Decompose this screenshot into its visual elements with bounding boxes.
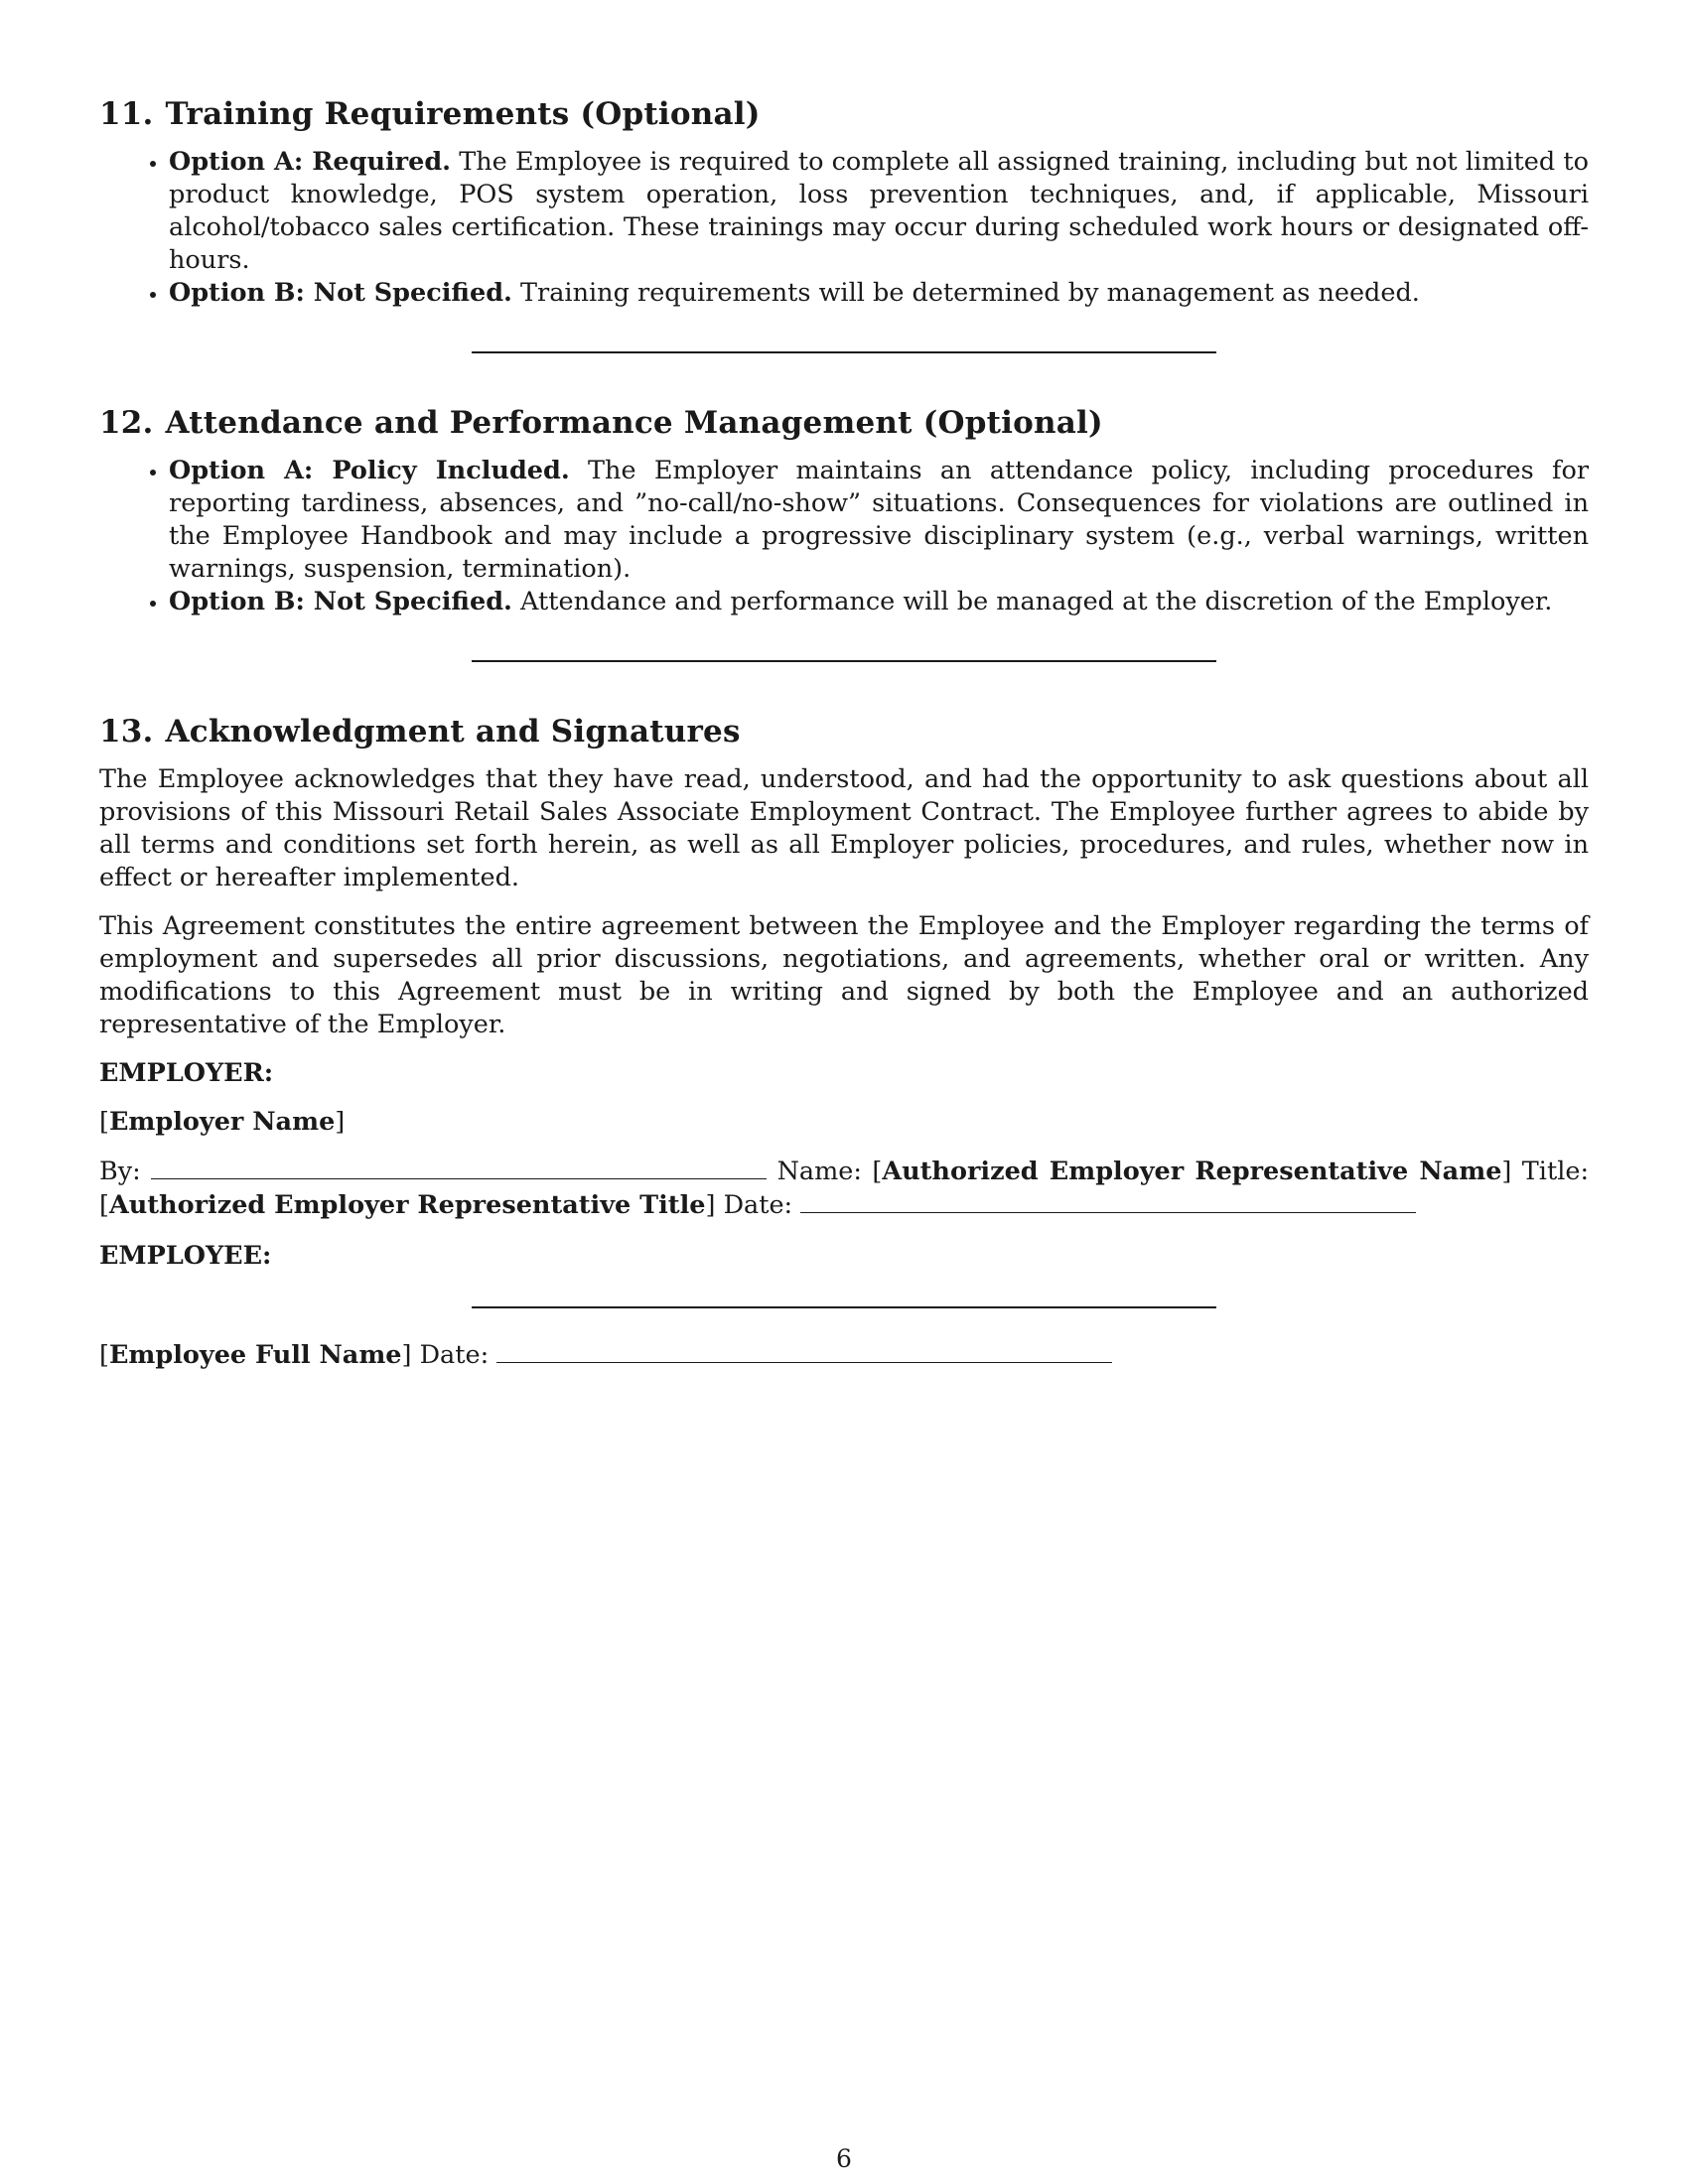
acknowledgment-paragraph: The Employee acknowledges that they have read, understood, and had the opportunity to ask questions about all provisions of this Missouri Retail Sales Associate Employment Contract. The Employee further agrees to abide by all terms and conditions set forth herein, as well as all Employer policies, procedures, and rules, whether now in effect or hereafter implemented. [99,764,1589,892]
section-heading [99,403,1589,443]
entire-agreement-paragraph: This Agreement constitutes the entire agreement between the Employee and the Employer regarding the terms of employment and supersedes all prior discussions, negotiations, and agreements, whether oral or written. Any modifications to this Agreement must be in writing and signed by both the Employee and an authorized representative of the Employer. [99,911,1589,1039]
rep-name-placeholder: Authorized Employer Representative Name [882,1157,1502,1186]
section-divider [472,660,1216,662]
section-number: 12. [99,405,154,441]
employer-name-placeholder: Employer Name [108,1107,336,1137]
section-number: 11. [99,96,154,132]
section-title: Acknowledgment and Signatures [165,714,741,750]
section-title: Attendance and Performance Management (Optional) [165,405,1103,441]
option-text: The Employee is required to complete all assigned training, including but not limited to product knowledge, POS system operation, loss prevention techniques, and, if applicable, Missouri alcohol/tobacco sales certification. These trainings may occur during scheduled work hours or designated off-hours. [169,147,1589,275]
rep-title-placeholder: Authorized Employer Representative Title [108,1190,706,1220]
section-heading [99,712,1589,751]
title-label: Title: [1521,1157,1590,1186]
employer-signature-blank[interactable] [151,1155,767,1179]
option-text: Attendance and performance will be managed at the discretion of the Employer. [520,587,1553,616]
section-11 [99,94,1589,310]
employee-heading: EMPLOYEE: [99,1241,272,1271]
page-number: 6 [836,2144,852,2173]
list-item [169,146,1589,277]
by-label: By: [99,1157,141,1186]
list-item [169,277,1589,310]
section-number: 13. [99,714,154,750]
section-heading [99,94,1589,134]
employee-name-date-line: [Employee Full Name] Date: [99,1338,1589,1372]
employer-heading: EMPLOYER: [99,1058,274,1088]
section-divider [472,351,1216,353]
section-12 [99,403,1589,618]
section-title: Training Requirements (Optional) [165,96,761,132]
list-item [169,455,1589,586]
section-13 [99,712,1589,1372]
option-text: The Employer maintains an attendance policy, including procedures for reporting tardiness, absences, and ”no-call/no-show” situations. Consequences for violations are outlined in the Employee Handbook and may include a progressive disciplinary system (e.g., verbal warnings, written warnings, suspension, termination). [169,456,1590,584]
date-label: Date: [419,1340,490,1370]
option-label: Option B: Not Specified. [169,587,512,616]
option-text: Training requirements will be determined by management as needed. [520,278,1420,308]
employer-name-line: [Employer Name] [99,1107,346,1137]
document-page [99,94,1589,1372]
list-item [169,586,1589,618]
employer-signature-block: By: Name: [Authorized Employer Representative Name] Title: [99,1157,1590,1186]
employee-name-placeholder: Employee Full Name [108,1340,402,1370]
employee-signature-line[interactable] [472,1306,1216,1308]
option-label: Option A: Policy Included. [169,456,570,485]
options-list [99,146,1589,310]
option-label: Option A: Required. [169,147,452,177]
employee-date-blank[interactable] [496,1338,1112,1363]
option-label: Option B: Not Specified. [169,278,512,308]
name-label: Name: [776,1157,862,1186]
date-label: Date: [723,1190,793,1220]
options-list [99,455,1589,618]
employer-title-date-line: [Authorized Employer Representative Title] Date: [99,1188,1589,1222]
employer-date-blank[interactable] [800,1188,1416,1213]
